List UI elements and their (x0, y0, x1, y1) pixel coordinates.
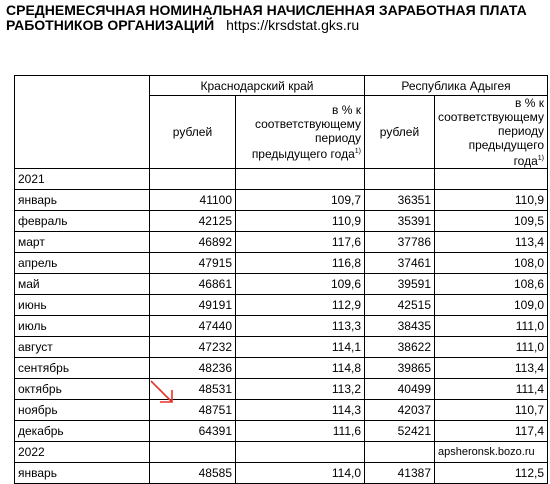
table-row (15, 400, 548, 421)
col-rub-krasnodar: рублей (150, 96, 236, 169)
ad-rub-cell: 37461 (365, 253, 435, 274)
kr-pct-cell: 113,2 (236, 379, 365, 400)
month-cell: июль (15, 316, 150, 337)
ad-pct-cell: 111,0 (435, 316, 548, 337)
source-link[interactable]: https://krsdstat.gks.ru (226, 17, 360, 33)
table-row (15, 211, 548, 232)
kr-pct-cell: 114,1 (236, 337, 365, 358)
ad-pct-cell: 113,4 (435, 358, 548, 379)
month-cell: август (15, 337, 150, 358)
month-cell: ноябрь (15, 400, 150, 421)
kr-pct-cell: 117,6 (236, 232, 365, 253)
month-cell: май (15, 274, 150, 295)
table-row (15, 190, 548, 211)
ad-rub-cell: 38435 (365, 316, 435, 337)
ad-rub-cell: 39591 (365, 274, 435, 295)
kr-rub-cell: 47440 (150, 316, 236, 337)
ad-pct-cell: 110,9 (435, 190, 548, 211)
ad-rub-cell: 35391 (365, 211, 435, 232)
ad-rub-cell: 42515 (365, 295, 435, 316)
ad-pct-cell: 108,0 (435, 253, 548, 274)
col-pct-adygea (435, 96, 548, 169)
kr-pct-cell: 112,9 (236, 295, 365, 316)
watermark-text: apsheronsk.bozo.ru (435, 442, 548, 463)
footnote-mark: 1) (354, 148, 361, 155)
corner-cell (15, 76, 150, 169)
footnote-mark: 1) (537, 155, 544, 162)
month-cell: март (15, 232, 150, 253)
title-line-2-text: РАБОТНИКОВ ОРГАНИЗАЦИЙ (6, 17, 215, 33)
kr-rub-cell: 48531 (150, 379, 236, 400)
kr-rub-cell: 48236 (150, 358, 236, 379)
region-krasnodar: Краснодарский край (150, 76, 365, 96)
kr-pct-cell: 114,0 (236, 463, 365, 484)
kr-rub-cell: 46861 (150, 274, 236, 295)
ad-rub-cell: 39865 (365, 358, 435, 379)
ad-rub-cell: 42037 (365, 400, 435, 421)
ad-pct-cell: 113,4 (435, 232, 548, 253)
col-pct-label: в % к соответствующему периоду предыдущего года (438, 96, 544, 168)
year-label: 2021 (15, 169, 150, 190)
table-row (15, 379, 548, 400)
table-row (15, 358, 548, 379)
kr-rub-cell: 41100 (150, 190, 236, 211)
table-row (15, 253, 548, 274)
year-row-2022 (15, 442, 548, 463)
kr-rub-cell: 46892 (150, 232, 236, 253)
ad-pct-cell: 109,5 (435, 211, 548, 232)
table-row (15, 316, 548, 337)
kr-rub-cell: 47915 (150, 253, 236, 274)
month-cell: сентябрь (15, 358, 150, 379)
kr-pct-cell: 116,8 (236, 253, 365, 274)
table-row (15, 274, 548, 295)
ad-rub-cell: 41387 (365, 463, 435, 484)
month-cell: июнь (15, 295, 150, 316)
kr-pct-cell: 111,6 (236, 421, 365, 442)
table-row (15, 463, 548, 484)
month-cell: октябрь (15, 379, 150, 400)
title-line-1: СРЕДНЕМЕСЯЧНАЯ НОМИНАЛЬНАЯ НАЧИСЛЕННАЯ ЗАРАБОТНАЯ ПЛАТА (6, 2, 527, 18)
ad-pct-cell: 111,4 (435, 379, 548, 400)
table-row (15, 337, 548, 358)
kr-rub-cell: 47232 (150, 337, 236, 358)
month-cell: январь (15, 463, 150, 484)
kr-rub-cell: 64391 (150, 421, 236, 442)
ad-pct-cell: 117,4 (435, 421, 548, 442)
kr-rub-cell: 48751 (150, 400, 236, 421)
col-rub-adygea: рублей (365, 96, 435, 169)
year-label: 2022 (15, 442, 150, 463)
kr-pct-cell: 114,8 (236, 358, 365, 379)
month-cell: декабрь (15, 421, 150, 442)
region-adygea: Республика Адыгея (365, 76, 548, 96)
ad-pct-cell: 109,0 (435, 295, 548, 316)
kr-rub-cell: 48585 (150, 463, 236, 484)
year-row-2021 (15, 169, 548, 190)
kr-pct-cell: 109,7 (236, 190, 365, 211)
table-row (15, 232, 548, 253)
kr-rub-cell: 49191 (150, 295, 236, 316)
ad-rub-cell: 40499 (365, 379, 435, 400)
ad-pct-cell: 110,7 (435, 400, 548, 421)
ad-pct-cell: 108,6 (435, 274, 548, 295)
col-pct-label: в % к соответствующему периоду предыдущего года (251, 103, 361, 161)
kr-pct-cell: 114,3 (236, 400, 365, 421)
kr-pct-cell: 113,3 (236, 316, 365, 337)
page-header (6, 3, 546, 33)
ad-pct-cell: 111,0 (435, 337, 548, 358)
col-pct-krasnodar (236, 96, 365, 169)
ad-pct-cell: 112,5 (435, 463, 548, 484)
month-cell: январь (15, 190, 150, 211)
kr-pct-cell: 110,9 (236, 211, 365, 232)
ad-rub-cell: 36351 (365, 190, 435, 211)
month-cell: февраль (15, 211, 150, 232)
ad-rub-cell: 37786 (365, 232, 435, 253)
month-cell: апрель (15, 253, 150, 274)
ad-rub-cell: 38622 (365, 337, 435, 358)
kr-pct-cell: 109,6 (236, 274, 365, 295)
kr-rub-cell: 42125 (150, 211, 236, 232)
wage-table (14, 75, 548, 484)
title-line-2 (6, 18, 546, 33)
table-row (15, 421, 548, 442)
ad-rub-cell: 52421 (365, 421, 435, 442)
table-row (15, 295, 548, 316)
